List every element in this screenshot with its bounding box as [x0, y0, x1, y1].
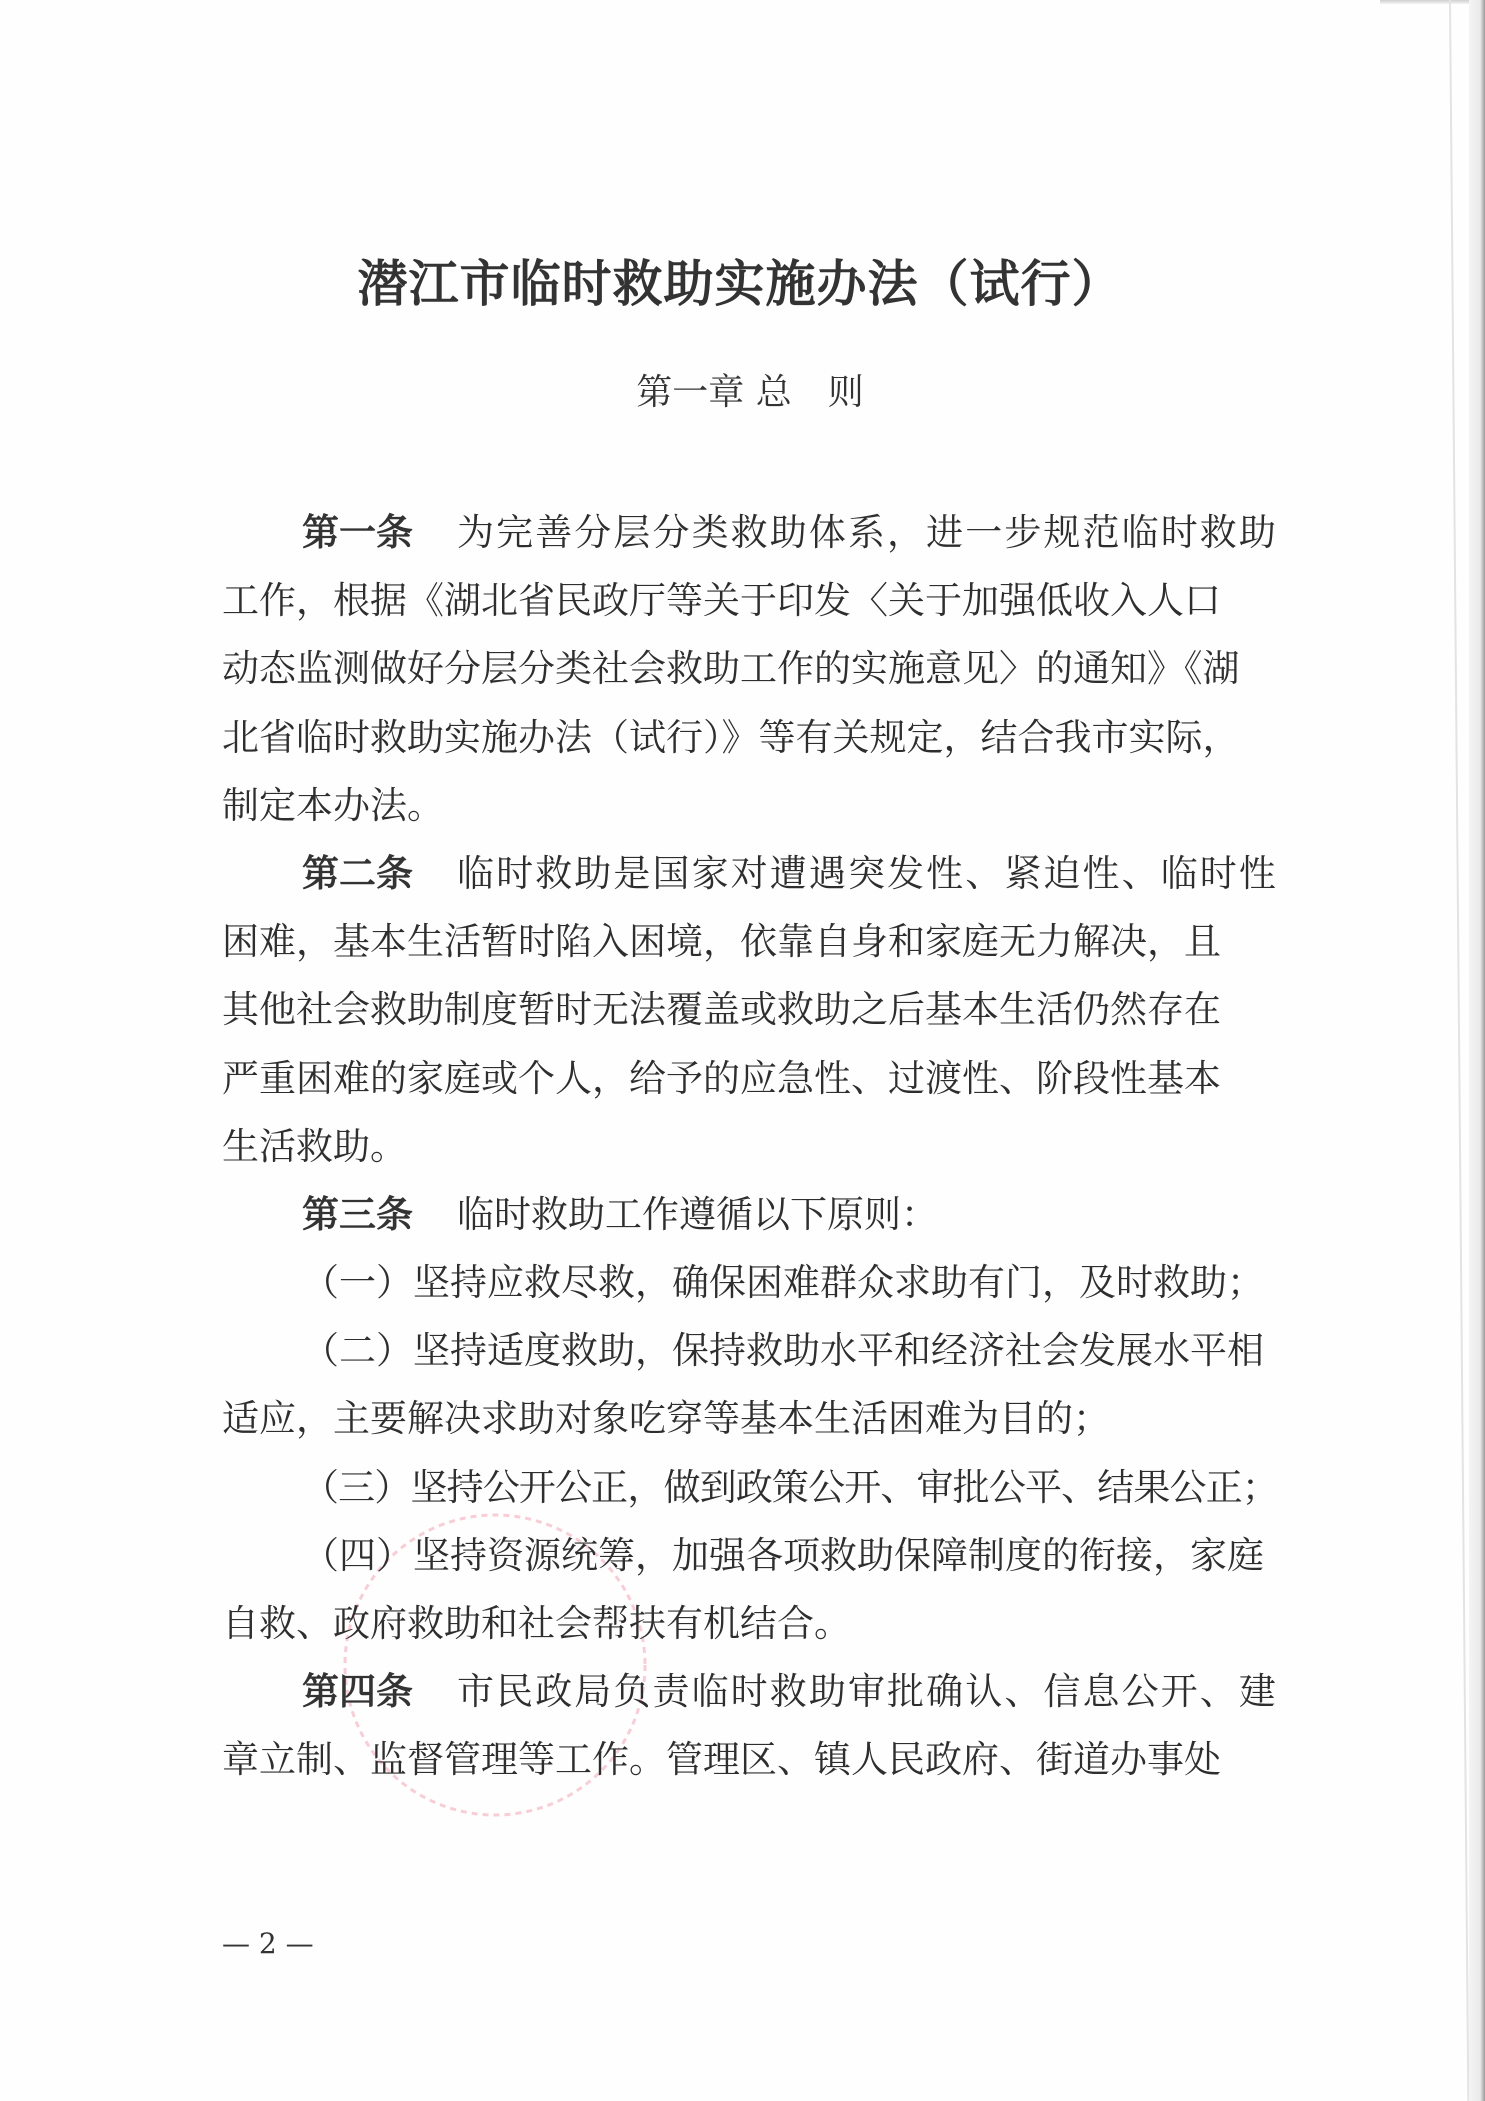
line-text: 临时救助是国家对遭遇突发性、紧迫性、临时性 [457, 851, 1278, 895]
line-text: （三）坚持公开公正，做到政策公开、审批公平、结果公正； [302, 1465, 1278, 1509]
principle-item [222, 1249, 1278, 1317]
text-line [222, 499, 1278, 567]
text-line [222, 1113, 1278, 1181]
text-line [222, 1590, 1278, 1658]
article-paragraph [222, 499, 1278, 840]
line-text: 市民政局负责临时救助审批确认、信息公开、建 [457, 1670, 1278, 1714]
line-text: 工作，根据《湖北省民政厅等关于印发〈关于加强低收入人口 [222, 579, 1221, 623]
line-text: 动态监测做好分层分类社会救助工作的实施意见〉的通知》《湖 [222, 647, 1240, 691]
text-line [222, 1726, 1278, 1794]
line-text: 生活救助。 [222, 1124, 407, 1168]
line-text: 困难，基本生活暂时陷入困境，依靠自身和家庭无力解决，且 [222, 920, 1221, 964]
text-line [222, 1454, 1278, 1522]
line-text: 严重困难的家庭或个人，给予的应急性、过渡性、阶段性基本 [222, 1056, 1221, 1100]
line-text: （一）坚持应救尽救，确保困难群众求助有门，及时救助； [302, 1261, 1264, 1305]
text-line [222, 1522, 1278, 1590]
article-paragraph [222, 840, 1278, 1181]
text-line [222, 1045, 1278, 1113]
text-line [222, 567, 1278, 635]
article-label: 第一条 [302, 511, 413, 554]
article-paragraph [222, 1658, 1278, 1794]
text-line [222, 1658, 1278, 1726]
chapter-heading: 第一章 总 则 [636, 372, 864, 413]
article-paragraph [222, 1181, 1278, 1249]
article-label: 第二条 [302, 851, 413, 895]
text-line [222, 840, 1278, 908]
text-line [222, 976, 1278, 1044]
article-label: 第四条 [302, 1670, 413, 1714]
line-text: 自救、政府救助和社会帮扶有机结合。 [222, 1602, 851, 1645]
principle-item [222, 1317, 1278, 1453]
line-text: 章立制、监督管理等工作。管理区、镇人民政府、街道办事处 [222, 1738, 1221, 1782]
article-label: 第三条 [302, 1192, 413, 1236]
line-text: 为完善分层分类救助体系，进一步规范临时救助 [457, 511, 1278, 554]
principle-item [222, 1454, 1278, 1522]
text-line [222, 704, 1278, 772]
line-text: 制定本办法。 [222, 783, 444, 827]
principle-item [222, 1522, 1278, 1658]
document-title: 潜江市临时救助实施办法（试行） [357, 253, 1123, 313]
text-line [222, 1317, 1278, 1385]
text-line [222, 1249, 1278, 1317]
line-text: （二）坚持适度救助，保持救助水平和经济社会发展水平相 [302, 1329, 1264, 1373]
text-line [222, 908, 1278, 976]
document-body [222, 499, 1278, 1795]
text-line [222, 1181, 1278, 1249]
page-number: — 2 — [222, 1927, 314, 1960]
scan-fold-line [1449, 0, 1469, 2101]
text-line [222, 772, 1278, 840]
line-text: 适应，主要解决求助对象吃穿等基本生活困难为目的； [222, 1397, 1110, 1441]
text-line [222, 1385, 1278, 1453]
line-text: 北省临时救助实施办法（试行）》等有关规定，结合我市实际， [222, 715, 1240, 759]
line-text: 临时救助工作遵循以下原则： [457, 1192, 938, 1236]
scan-border-right [1469, 0, 1485, 2101]
text-line [222, 635, 1278, 703]
line-text: 其他社会救助制度暂时无法覆盖或救助之后基本生活仍然存在 [222, 988, 1221, 1032]
line-text: （四）坚持资源统筹，加强各项救助保障制度的衔接，家庭 [302, 1533, 1264, 1577]
